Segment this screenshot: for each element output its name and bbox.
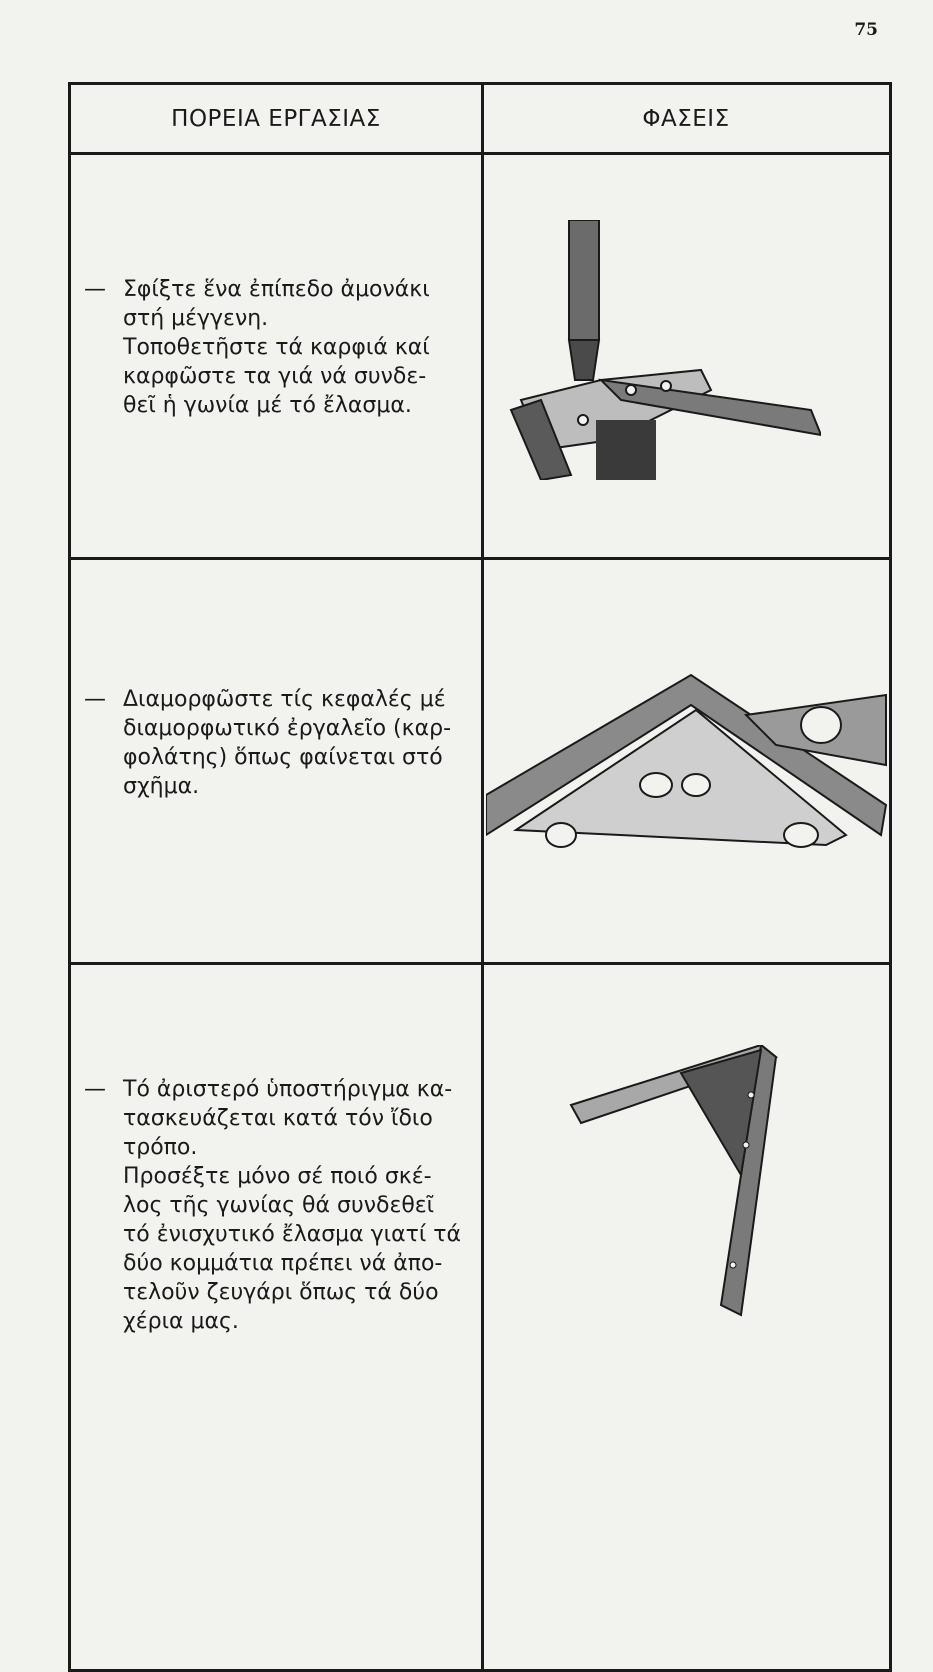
step-1-line: στή μέγγενη.	[123, 306, 269, 331]
table-header-row	[71, 85, 889, 155]
column-header-procedure: ΠΟΡΕΙΑ ΕΡΓΑΣΙΑΣ	[171, 105, 381, 132]
rivet-head	[546, 823, 576, 847]
step-3-line: δύο κομμάτια πρέπει νά ἀπο-	[123, 1251, 443, 1276]
rivet	[748, 1092, 754, 1098]
rivet-head-forming-figure	[486, 635, 891, 925]
step-1-line: Σφίξτε ἕνα ἐπίπεδο ἀμονάκι	[123, 277, 430, 302]
step-3-line: Τό ἀριστερό ὑποστήριγμα κα-	[123, 1077, 453, 1102]
step-3-line: τρόπο.	[123, 1135, 198, 1160]
step-2-line: φολάτης) ὅπως φαίνεται στό	[123, 745, 443, 770]
rivet	[743, 1142, 749, 1148]
step-2-text	[79, 685, 469, 801]
page-number: 75	[854, 20, 878, 40]
step-1-line: καρφῶστε τα γιά νά συνδε-	[123, 364, 427, 389]
punch-tool-shaft	[569, 220, 599, 340]
rivet	[626, 385, 636, 395]
step-3-dash: —	[84, 1077, 106, 1102]
step-2-line: Διαμορφῶστε τίς κεφαλές μέ	[123, 687, 446, 712]
step-3-line: τό ἐνισχυτικό ἔλασμα γιατί τά	[123, 1222, 462, 1247]
column-divider	[481, 85, 484, 1669]
hammer-riveting-figure	[501, 220, 821, 480]
rivet	[730, 1262, 736, 1268]
step-2-dash: —	[84, 687, 106, 712]
step-2-line: διαμορφωτικό ἐργαλεῖο (καρ-	[123, 716, 452, 741]
step-1-dash: —	[84, 277, 106, 302]
step-3-line: χέρια μας.	[123, 1309, 239, 1334]
procedure-table	[68, 82, 892, 1672]
anvil	[596, 420, 656, 480]
step-3-line: Προσέξτε μόνο σέ ποιό σκέ-	[123, 1164, 432, 1189]
rivet	[578, 415, 588, 425]
step-3-line: τασκευάζεται κατά τόν ἴδιο	[123, 1106, 433, 1131]
rivet-head	[682, 774, 710, 796]
step-3-text	[79, 1075, 469, 1336]
rivet	[661, 381, 671, 391]
rivet-head-detail	[801, 707, 841, 743]
step-2-line: σχῆμα.	[123, 774, 200, 799]
step-1-line: θεῖ ἡ γωνία μέ τό ἔλασμα.	[123, 393, 412, 418]
column-header-phases: ΦΑΣΕΙΣ	[642, 105, 730, 132]
punch-tool-tip	[569, 340, 599, 380]
step-3-line: τελοῦν ζευγάρι ὅπως τά δύο	[123, 1280, 439, 1305]
rivet-head	[640, 773, 672, 797]
step-3-line: λος τῆς γωνίας θά συνδεθεῖ	[123, 1193, 435, 1218]
rivet-head	[784, 823, 818, 847]
step-1-line: Τοποθετῆστε τά καρφιά καί	[123, 335, 430, 360]
finished-bracket-figure	[561, 1045, 791, 1325]
step-1-text	[79, 275, 469, 420]
